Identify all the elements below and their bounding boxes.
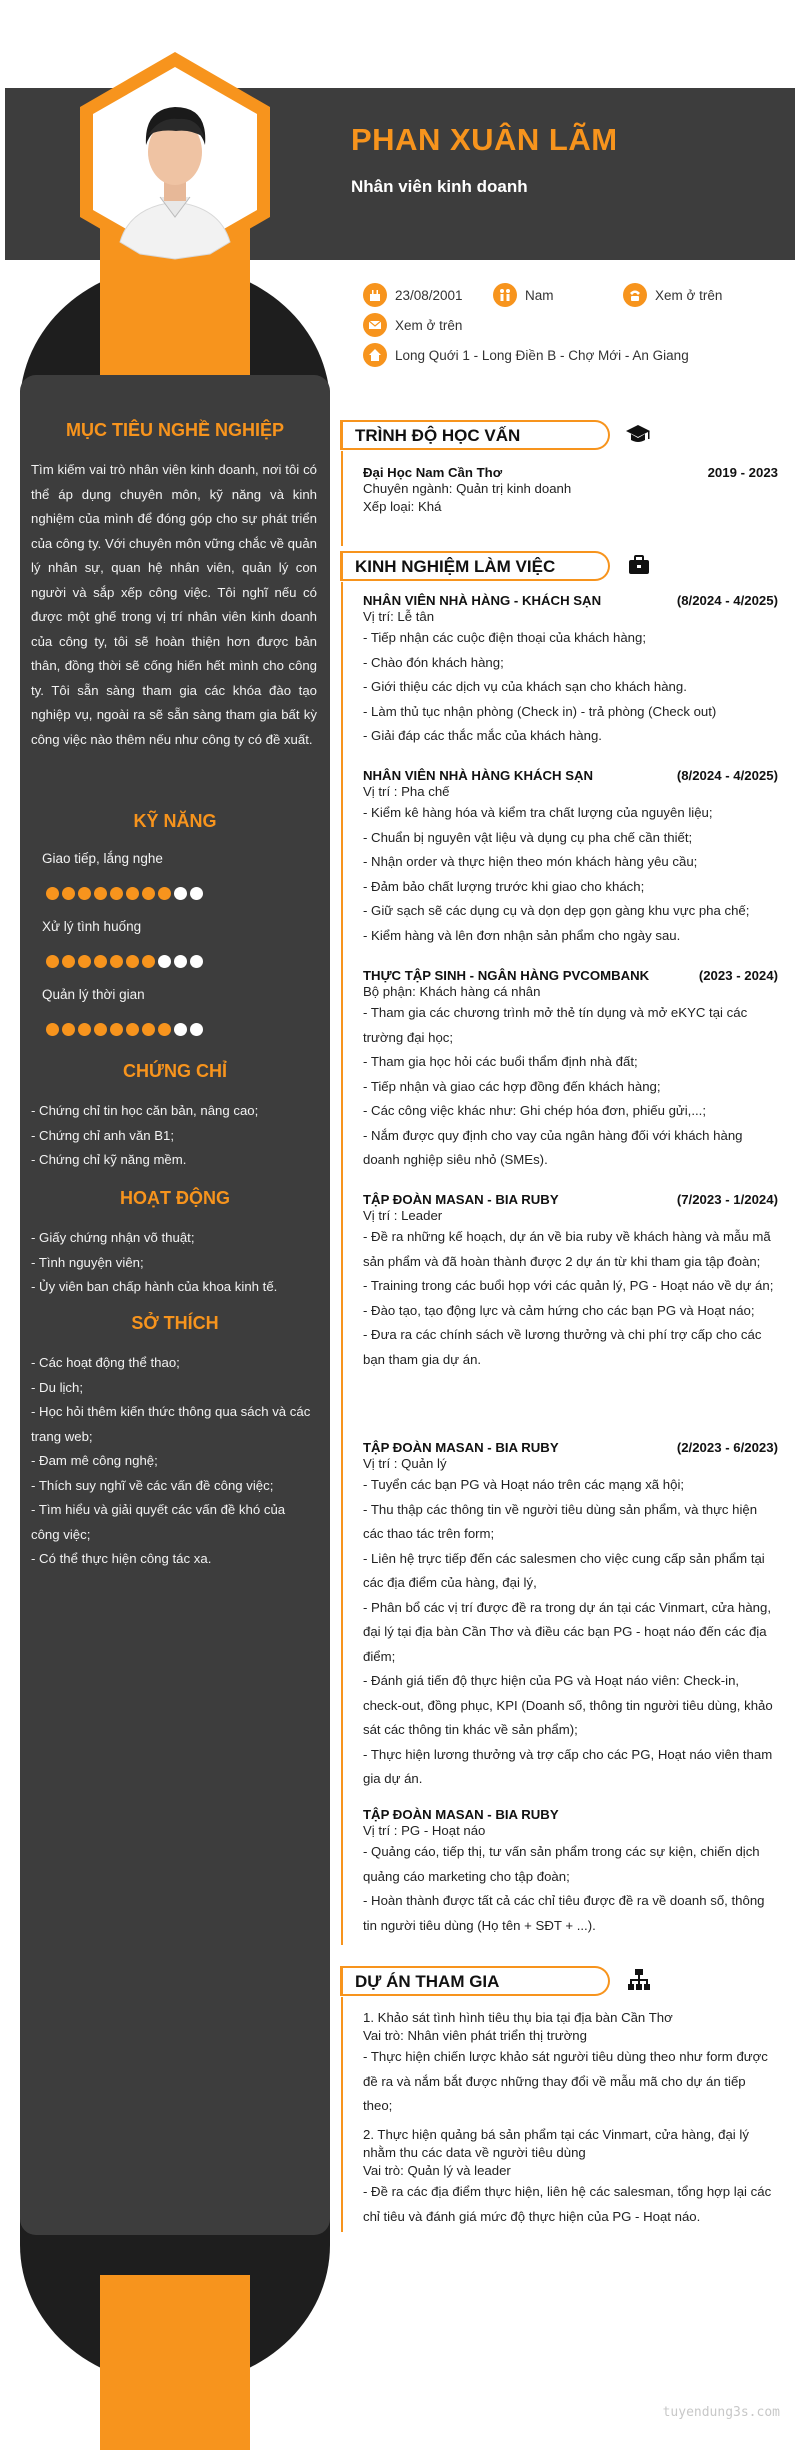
list-item: - Du lịch;	[31, 1379, 84, 1395]
project-details	[363, 2045, 778, 2119]
phone-value: Xem ở trên	[655, 287, 723, 303]
list-item: - Tham gia học hỏi các buổi thẩm định nhà đất;	[363, 1054, 638, 1069]
envelope-icon	[363, 313, 387, 337]
rating-dot-filled	[94, 955, 107, 968]
rating-dot-filled	[46, 887, 59, 900]
rating-dot-empty	[190, 887, 203, 900]
certificates-list	[31, 1099, 317, 1173]
list-item: - Giữ sạch sẽ các dụng cụ và dọn dẹp gọn gàng khu vực pha chế;	[363, 903, 750, 918]
job-duties	[363, 1840, 778, 1938]
rating-dot-filled	[126, 887, 139, 900]
project-role: Vai trò: Nhân viên phát triển thị trường	[363, 2028, 587, 2043]
avatar	[60, 47, 290, 277]
rating-dot-filled	[62, 887, 75, 900]
candidate-name: PHAN XUÂN LÃM	[351, 122, 618, 157]
certificates-heading: CHỨNG CHỈ	[123, 1061, 227, 1081]
rating-dot-filled	[46, 1023, 59, 1036]
list-item: - Thực hiện lương thưởng và trợ cấp cho các PG, Hoạt náo viên tham gia dự án.	[363, 1746, 773, 1786]
rating-dot-filled	[62, 955, 75, 968]
list-item: - Thực hiện chiến lược khảo sát người tiêu dùng theo như form được đề ra và nắm bắt được những thay đổi về mẫu mã cho dự án tiếp theo;	[363, 2049, 768, 2113]
rating-dot-filled	[126, 1023, 139, 1036]
job-role: Vị trí : Pha chế	[363, 784, 450, 799]
company-name: NHÂN VIÊN NHÀ HÀNG KHÁCH SẠN	[363, 768, 594, 783]
list-item: - Thích suy nghĩ về các vấn đề công việc;	[31, 1477, 274, 1493]
experience-entry	[363, 1807, 778, 1938]
list-item: - Quảng cáo, tiếp thị, tư vấn sản phẩm trong các sự kiện, chiến dịch quảng cáo marketing cho tập đoàn;	[363, 1844, 760, 1884]
birthday-row	[363, 283, 463, 307]
phone-icon	[623, 283, 647, 307]
company-name: TẬP ĐOÀN MASAN - BIA RUBY	[363, 1807, 559, 1822]
skills-heading: KỸ NĂNG	[133, 811, 217, 831]
education-heading: TRÌNH ĐỘ HỌC VẤN	[355, 426, 521, 445]
email-value: Xem ở trên	[395, 317, 463, 333]
rating-dot-empty	[174, 1023, 187, 1036]
list-item: - Đề ra các địa điểm thực hiện, liên hệ các salesman, tổng hợp lại các chỉ tiêu và đánh giá mức độ thực hiện của PG - Hoạt náo.	[363, 2184, 772, 2224]
rating-dot-filled	[110, 1023, 123, 1036]
list-item: - Làm thủ tục nhận phòng (Check in) - trả phòng (Check out)	[363, 703, 717, 719]
projects-timeline	[341, 1997, 343, 2232]
education-heading-box	[340, 420, 610, 450]
company-name: TẬP ĐOÀN MASAN - BIA RUBY	[363, 1440, 559, 1455]
graduation-cap-icon	[625, 421, 651, 447]
email-row	[363, 313, 462, 337]
company-name: TẬP ĐOÀN MASAN - BIA RUBY	[363, 1192, 559, 1207]
job-period: (7/2023 - 1/2024)	[676, 1192, 778, 1207]
list-item: - Đánh giá tiến độ thực hiện của PG và Hoạt náo viên: Check-in, check-out, đồng phục, KPI (Doanh số, thông tin người tiêu dùng, khảo sát các thông tin khác về sản phẩm);	[363, 1673, 773, 1737]
home-icon	[363, 343, 387, 367]
rating-dot-filled	[46, 955, 59, 968]
job-role: Vị trí : PG - Hoạt náo	[363, 1823, 486, 1838]
phone-row	[623, 283, 722, 307]
experience-heading: KINH NGHIỆM LÀM VIỆC	[355, 557, 556, 576]
list-item: - Tuyển các bạn PG và Hoạt náo trên các mạng xã hội;	[363, 1477, 685, 1492]
project-entry	[363, 2126, 778, 2229]
objective-heading: MỤC TIÊU NGHỀ NGHIỆP	[65, 420, 284, 440]
rating-dot-filled	[110, 955, 123, 968]
list-item: - Phân bổ các vị trí được đề ra trong dự án tại các Vinmart, cửa hàng, đại lý tại địa bàn Cần Thơ và điều các bạn PG - hoạt náo đến các địa điểm;	[363, 1599, 772, 1664]
skill-label: Quản lý thời gian	[42, 987, 145, 1002]
project-details	[363, 2180, 778, 2229]
project-role: Vai trò: Quản lý và leader	[363, 2163, 511, 2178]
job-role: Vị trí : Leader	[363, 1208, 443, 1223]
company-name: THỰC TẬP SINH - NGÂN HÀNG PVCOMBANK	[363, 968, 650, 983]
list-item: - Có thể thực hiện công tác xa.	[31, 1551, 212, 1566]
gender-row	[493, 283, 554, 307]
list-item: - Hoàn thành được tất cả các chỉ tiêu được đề ra về doanh số, thông tin người tiêu dùng (Họ tên + SĐT + ...).	[363, 1893, 765, 1933]
job-duties	[363, 1473, 778, 1792]
activities-list	[31, 1226, 317, 1300]
list-item: - Nhận order và thực hiện theo món khách hàng yêu cầu;	[363, 854, 698, 869]
skill-rating	[46, 1023, 203, 1036]
job-title: Nhân viên kinh doanh	[351, 177, 528, 196]
rating-dot-empty	[158, 955, 171, 968]
experience-entry	[363, 768, 778, 948]
experience-entry	[363, 1440, 778, 1792]
list-item: - Các công việc khác như: Ghi chép hóa đơn, phiếu gửi,...;	[363, 1103, 706, 1118]
list-item: - Tìm hiểu và giải quyết các vấn đề khó của công việc;	[31, 1502, 286, 1542]
briefcase-icon	[627, 553, 651, 577]
rating-dot-empty	[190, 1023, 203, 1036]
address-row	[363, 343, 689, 367]
education-period: 2019 - 2023	[707, 465, 778, 480]
list-item: - Training trong các buổi họp với các quản lý, PG - Hoạt náo về dự án;	[363, 1278, 774, 1293]
list-item: - Giấy chứng nhận võ thuật;	[31, 1230, 195, 1245]
activities-heading: HOẠT ĐỘNG	[120, 1188, 230, 1208]
rating-dot-filled	[78, 887, 91, 900]
skill-label: Giao tiếp, lắng nghe	[42, 851, 163, 866]
job-duties	[363, 1001, 778, 1173]
list-item: - Đảm bảo chất lượng trước khi giao cho khách;	[363, 878, 645, 894]
list-item: - Chuẩn bị nguyên vật liệu và dụng cụ pha chế cần thiết;	[363, 829, 693, 845]
rating-dot-filled	[78, 955, 91, 968]
project-name: 2. Thực hiện quảng bá sản phẩm tại các Vinmart, cửa hàng, đại lý nhằm thu các data về người tiêu dùng	[363, 2127, 749, 2160]
list-item: - Tiếp nhận và giao các hợp đồng đến khách hàng;	[363, 1078, 661, 1094]
birthday-value: 23/08/2001	[395, 287, 463, 303]
projects-heading-box	[340, 1966, 610, 1996]
list-item: - Kiểm hàng và lên đơn nhận sản phẩm cho ngày sau.	[363, 927, 681, 943]
project-name: 1. Khảo sát tình hình tiêu thụ bia tại địa bàn Cần Thơ	[363, 2010, 673, 2025]
list-item: - Tham gia các chương trình mở thẻ tín dụng và mở eKYC tại các trường đại học;	[363, 1005, 748, 1045]
list-item: - Kiểm kê hàng hóa và kiểm tra chất lượng của nguyên liệu;	[363, 805, 713, 820]
job-duties	[363, 801, 778, 948]
rating-dot-filled	[142, 887, 155, 900]
rating-dot-filled	[78, 1023, 91, 1036]
sidebar-bottom-accent	[100, 2275, 250, 2450]
education-entry	[363, 465, 778, 516]
list-item: - Đưa ra các chính sách về lương thưởng và chi phí trợ cấp cho các bạn tham gia dự án.	[363, 1327, 762, 1367]
gender-icon	[493, 283, 517, 307]
job-period: (2/2023 - 6/2023)	[676, 1440, 778, 1455]
list-item: - Chứng chỉ tin học căn bản, nâng cao;	[31, 1103, 259, 1118]
education-major: Chuyên ngành: Quản trị kinh doanh	[363, 481, 572, 496]
projects-heading: DỰ ÁN THAM GIA	[355, 1972, 500, 1991]
list-item: - Học hỏi thêm kiến thức thông qua sách và các trang web;	[31, 1404, 311, 1444]
rating-dot-filled	[126, 955, 139, 968]
rating-dot-filled	[158, 1023, 171, 1036]
avatar-hexagon-frame	[60, 47, 290, 277]
experience-entry	[363, 593, 778, 749]
list-item: - Thu thập các thông tin về người tiêu dùng sản phẩm, và thực hiện các thao tác trên form;	[363, 1501, 758, 1541]
list-item: - Chứng chỉ anh văn B1;	[31, 1127, 174, 1143]
job-role: Vị trí : Quản lý	[363, 1456, 447, 1471]
rating-dot-filled	[62, 1023, 75, 1036]
list-item: - Tình nguyện viên;	[31, 1254, 144, 1270]
list-item: - Đào tạo, tạo động lực và cảm hứng cho các bạn PG và Hoạt náo;	[363, 1302, 755, 1318]
job-role: Bộ phận: Khách hàng cá nhân	[363, 984, 541, 999]
list-item: - Chào đón khách hàng;	[363, 654, 504, 670]
job-duties	[363, 626, 778, 749]
cake-icon	[363, 283, 387, 307]
hobbies-list	[31, 1351, 317, 1572]
list-item: - Chứng chỉ kỹ năng mềm.	[31, 1152, 187, 1167]
job-period: (8/2024 - 4/2025)	[676, 593, 778, 608]
rating-dot-filled	[158, 887, 171, 900]
rating-dot-filled	[94, 887, 107, 900]
rating-dot-filled	[110, 887, 123, 900]
skill-rating	[46, 955, 203, 968]
experience-entry	[363, 968, 778, 1173]
gender-value: Nam	[525, 287, 554, 303]
rating-dot-empty	[190, 955, 203, 968]
list-item: - Giới thiệu các dịch vụ của khách sạn cho khách hàng.	[363, 679, 687, 694]
education-timeline	[341, 451, 343, 546]
list-item: - Ủy viên ban chấp hành của khoa kinh tế.	[31, 1279, 278, 1294]
list-item: - Giải đáp các thắc mắc của khách hàng.	[363, 728, 602, 743]
objective-text: Tìm kiếm vai trò nhân viên kinh doanh, nơi tôi có thể áp dụng chuyên môn, kỹ năng và kinh nghiệm của mình để đóng góp cho sự phát triển của công ty. Với chuyên môn vững chắc về quản lý nhân sự, quan hệ nhân viên, quản lý con người và sắp xếp công việc. Tôi nghĩ nếu có được một ghế trong vị trí nhân viên kinh doanh của công ty, tôi sẽ hoàn thiện hơn được bản thân, đồng thời sẽ cống hiến hết mình cho công ty. Tôi sẵn sàng tham gia các khóa đào tạo nghiệp vụ, ngoài ra sẽ sẵn sàng tham gia bất kỳ công việc nào thêm nếu như công ty có đề xuất.	[31, 462, 317, 747]
list-item: - Đề ra những kế hoạch, dự án về bia ruby về khách hàng và mẫu mã sản phẩm và đã hoàn thành được 2 dự án từ khi tham gia tập đoàn;	[363, 1229, 771, 1269]
job-period: (8/2024 - 4/2025)	[676, 768, 778, 783]
rating-dot-empty	[174, 887, 187, 900]
company-name: NHÂN VIÊN NHÀ HÀNG - KHÁCH SẠN	[363, 593, 602, 608]
list-item: - Nắm được quy định cho vay của ngân hàng đối với khách hàng doanh nghiệp siêu nhỏ (SMEs).	[363, 1127, 743, 1167]
experience-timeline	[341, 582, 343, 1945]
list-item: - Đam mê công nghệ;	[31, 1453, 158, 1468]
address-value: Long Quới 1 - Long Điền B - Chợ Mới - An Giang	[395, 347, 689, 363]
job-duties	[363, 1225, 778, 1372]
network-icon	[627, 1968, 651, 1992]
watermark: tuyendung3s.com	[662, 2405, 780, 2420]
skill-rating	[46, 887, 203, 900]
rating-dot-filled	[94, 1023, 107, 1036]
experience-entry	[363, 1192, 778, 1372]
project-entry	[363, 2009, 778, 2119]
list-item: - Liên hệ trực tiếp đến các salesmen cho việc cung cấp sản phẩm tại các địa điểm của hàng, đại lý,	[363, 1550, 765, 1590]
rating-dot-filled	[142, 955, 155, 968]
job-role: Vị trí: Lễ tân	[363, 609, 435, 624]
job-period: (2023 - 2024)	[698, 968, 778, 983]
rating-dot-filled	[142, 1023, 155, 1036]
rating-dot-empty	[174, 955, 187, 968]
skill-label: Xử lý tình huống	[42, 919, 142, 934]
list-item: - Tiếp nhận các cuộc điện thoại của khách hàng;	[363, 630, 646, 645]
education-grade: Xếp loại: Khá	[363, 499, 442, 514]
school-name: Đại Học Nam Cần Thơ	[363, 465, 503, 480]
hobbies-heading: SỞ THÍCH	[131, 1313, 219, 1333]
list-item: - Các hoạt động thể thao;	[31, 1355, 180, 1370]
experience-heading-box	[340, 551, 610, 581]
